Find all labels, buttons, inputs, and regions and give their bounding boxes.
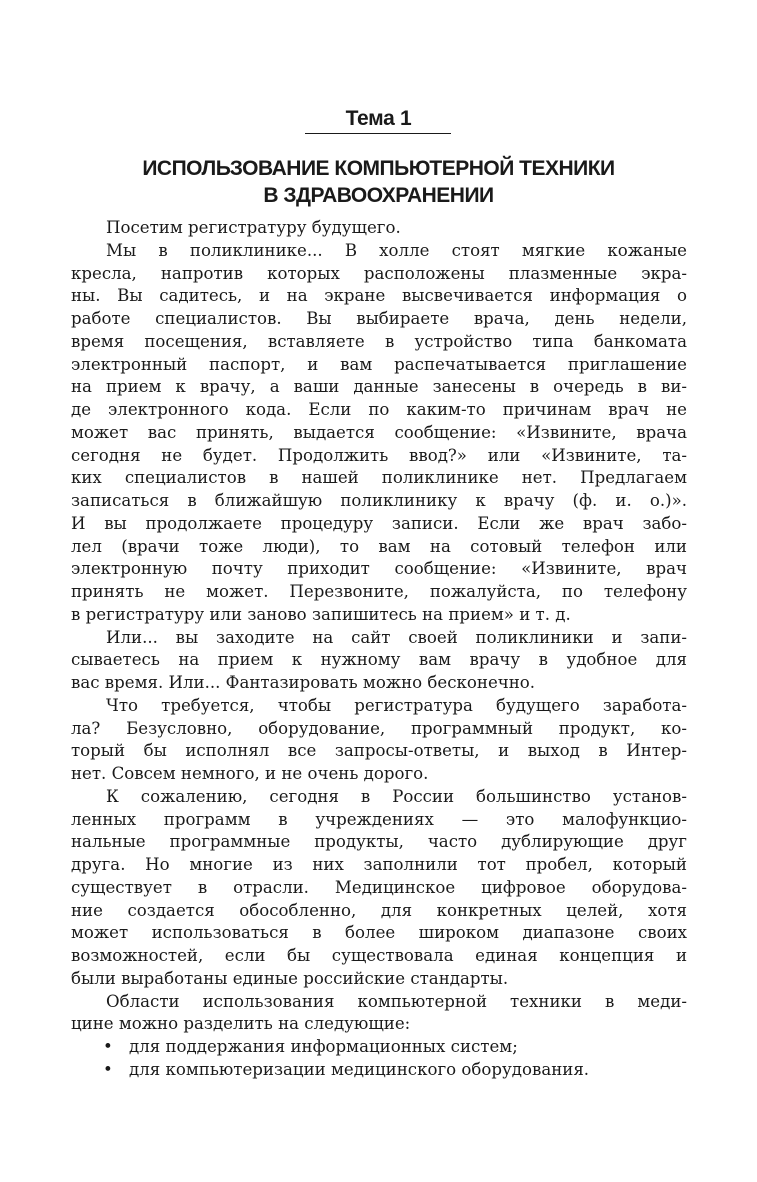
paragraph-line: нальные программные продукты, часто дублирующие друг	[71, 832, 687, 852]
paragraph-line: на прием к врачу, а ваши данные занесены в очередь в ви-	[71, 377, 687, 397]
chapter-title-line: В ЗДРАВООХРАНЕНИИ	[263, 184, 494, 207]
paragraph-line: торый бы исполнял все запросы-ответы, и выход в Интер-	[71, 741, 687, 761]
paragraph-line: нет. Совсем немного, и не очень дорого.	[71, 764, 429, 783]
bullet-icon: •	[103, 1059, 113, 1079]
paragraph-line: может вас принять, выдается сообщение: «Извините, врача	[71, 422, 687, 442]
paragraph-line: были выработаны единые российские стандарты.	[71, 968, 509, 988]
paragraph-line: существует в отрасли. Медицинское цифровое оборудова-	[71, 877, 687, 897]
paragraph-line: лел (врачи тоже люди), то вам на сотовый телефон или	[71, 536, 687, 556]
paragraph-line: друга. Но многие из них заполнили тот пробел, который	[71, 855, 687, 874]
paragraph-line: может использоваться в более широком диапазоне своих	[71, 923, 687, 943]
paragraph-line: Посетим регистратуру будущего.	[106, 218, 401, 237]
bullet-item	[71, 1036, 687, 1059]
paragraph-line: ла? Безусловно, оборудование, программный продукт, ко-	[71, 718, 687, 738]
paragraph-line: записаться в ближайшую поликлинику к врачу (ф. и. о.)».	[71, 491, 687, 510]
paragraph-line: ленных программ в учреждениях — это малофункцио-	[71, 809, 687, 829]
topic-underline	[305, 133, 451, 134]
paragraph-line: время посещения, вставляете в устройство типа банкомата	[71, 331, 687, 351]
bullet-text: для компьютеризации медицинского оборудования.	[129, 1059, 590, 1079]
paragraph-line: сегодня не будет. Продолжить ввод?» или «Извините, та-	[71, 445, 687, 465]
bullet-icon: •	[103, 1037, 113, 1056]
chapter-title	[0, 155, 757, 209]
paragraph-line: Или... вы заходите на сайт своей поликлиники и запи-	[106, 627, 687, 647]
bullet-item	[71, 1059, 687, 1082]
paragraph-line: цине можно разделить на следующие:	[71, 1014, 411, 1034]
paragraph-line: вас время. Или... Фантазировать можно бесконечно.	[71, 673, 536, 692]
paragraph-line: кресла, напротив которых расположены плазменные экра-	[71, 263, 687, 283]
body-text	[71, 217, 687, 1082]
bullet-text: для поддержания информационных систем;	[129, 1037, 518, 1056]
paragraph-line: электронную почту приходит сообщение: «Извините, врач	[71, 559, 687, 579]
paragraph-line: Области использования компьютерной техники в меди-	[106, 991, 687, 1011]
paragraph-line: К сожалению, сегодня в России большинство установ-	[106, 786, 687, 806]
paragraph-line: Мы в поликлинике... В холле стоят мягкие кожаные	[106, 240, 687, 260]
chapter-title-line: ИСПОЛЬЗОВАНИЕ КОМПЬЮТЕРНОЙ ТЕХНИКИ	[142, 157, 615, 180]
paragraph-line: ких специалистов в нашей поликлинике нет. Предлагаем	[71, 468, 687, 488]
paragraph-line: возможностей, если бы существовала единая концепция и	[71, 946, 687, 965]
paragraph-line: в регистратуру или заново запишитесь на прием» и т. д.	[71, 604, 571, 624]
paragraph-line: Что требуется, чтобы регистратура будущего заработа-	[106, 695, 687, 715]
paragraph-line: И вы продолжаете процедуру записи. Если же врач забо-	[71, 513, 687, 533]
paragraph-line: работе специалистов. Вы выбираете врача, день недели,	[71, 309, 687, 328]
topic-heading: Тема 1	[345, 107, 412, 130]
paragraph-line: ны. Вы садитесь, и на экране высвечивается информация о	[71, 286, 687, 306]
paragraph-line: сываетесь на прием к нужному вам врачу в удобное для	[71, 650, 687, 670]
paragraph-line: де электронного кода. Если по каким-то причинам врач не	[71, 400, 687, 419]
paragraph-line: ние создается обособленно, для конкретных целей, хотя	[71, 900, 687, 920]
paragraph-line: электронный паспорт, и вам распечатывается приглашение	[71, 354, 687, 374]
paragraph-line: принять не может. Перезвоните, пожалуйста, по телефону	[71, 582, 687, 601]
